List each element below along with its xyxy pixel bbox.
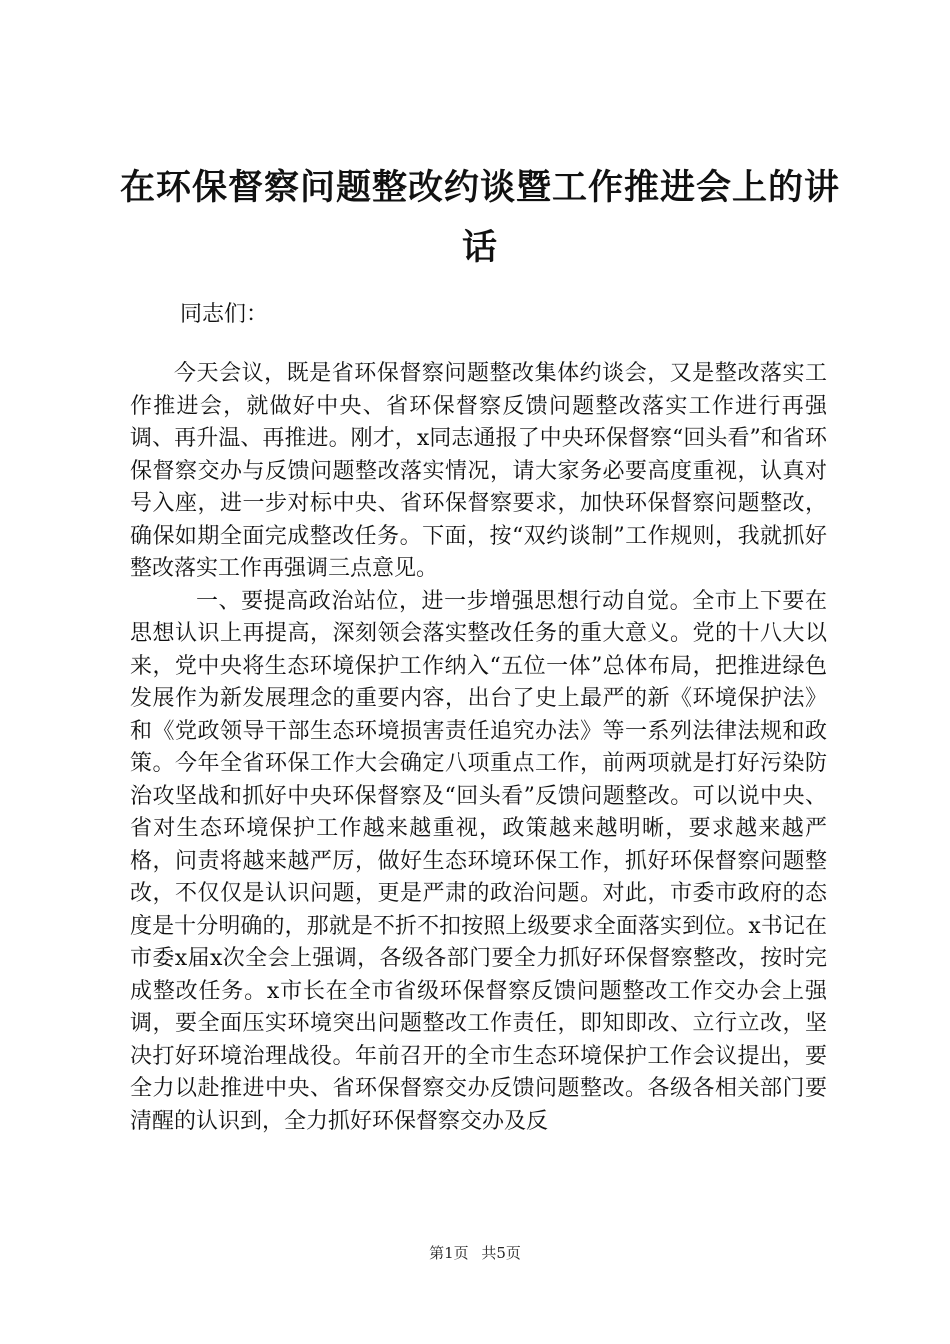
document-title: 在环保督察问题整改约谈暨工作推进会上的讲话 xyxy=(120,167,841,268)
page-number-current: 第1页 xyxy=(429,1244,469,1262)
document-body xyxy=(130,358,827,1138)
paragraph-intro: 今天会议，既是省环保督察问题整改集体约谈会，又是整改落实工作推进会，就做好中央、省环保督察反馈问题整改落实工作进行再强调、再升温、再推进。刚才，x同志通报了中央环保督察“回头看”和省环保督察交办与反馈问题整改落实情况，请大家务必要高度重视，认真对号入座，进一步对标中央、省环保督察要求，加快环保督察问题整改，确保如期全面完成整改任务。下面，按“双约谈制”工作规则，我就抓好整改落实工作再强调三点意见。 xyxy=(130,361,827,581)
page-footer xyxy=(0,1243,950,1263)
salutation: 同志们： xyxy=(180,302,269,327)
page-number-total: 共5页 xyxy=(481,1244,521,1262)
paragraph-point-one: 一、要提高政治站位，进一步增强思想行动自觉。全市上下要在思想认识上再提高，深刻领会落实整改任务的重大意义。党的十八大以来，党中央将生态环境保护工作纳入“五位一体”总体布局，把推进绿色发展作为新发展理念的重要内容，出台了史上最严的新《环境保护法》和《党政领导干部生态环境损害责任追究办法》等一系列法律法规和政策。今年全省环保工作大会确定八项重点工作，前两项就是打好污染防治攻坚战和抓好中央环保督察及“回头看”反馈问题整改。可以说中央、省对生态环境保护工作越来越重视，政策越来越明晰，要求越来越严格，问责将越来越严厉，做好生态环境环保工作，抓好环保督察问题整改，不仅仅是认识问题，更是严肃的政治问题。对此，市委市政府的态度是十分明确的，那就是不折不扣按照上级要求全面落实到位。x书记在市委x届x次全会上强调，各级各部门要全力抓好环保督察整改，按时完成整改任务。x市长在全市省级环保督察反馈问题整改工作交办会上强调，要全面压实环境突出问题整改工作责任，即知即改、立行立改，坚决打好环境治理战役。年前召开的全市生态环境保护工作会议提出，要全力以赴推进中央、省环保督察交办反馈问题整改。各级各相关部门要清醒的认识到，全力抓好环保督察交办及反 xyxy=(130,588,827,1134)
